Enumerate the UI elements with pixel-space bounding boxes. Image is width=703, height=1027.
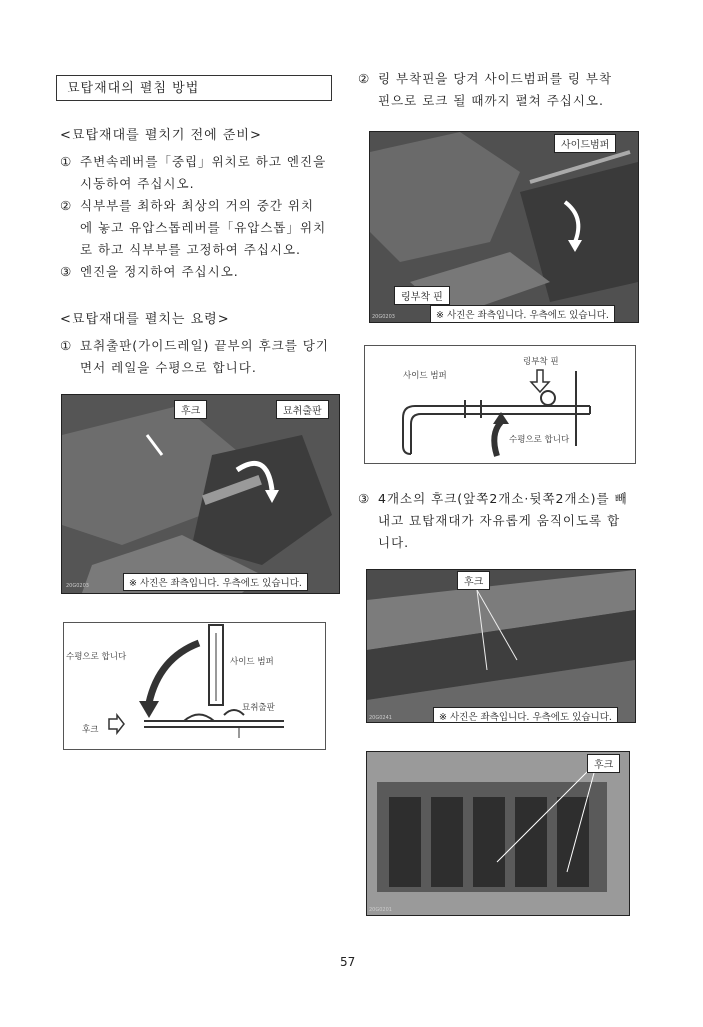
diagram2-level-label: 수평으로 합니다 xyxy=(509,435,570,445)
diagram1-hook-label: 후크 xyxy=(82,725,99,735)
photo3-caption: ※ 사진은 좌측입니다. 우측에도 있습니다. xyxy=(433,707,618,723)
diagram-side-bumper xyxy=(364,345,636,464)
prep-item-2: ② 식부부를 최하와 최상의 거의 중간 위치 에 놓고 유압스톱레버를「유압스톱」위치 로 하고 식부부를 고정하여 주십시오. xyxy=(60,198,327,257)
photo2-caption: ※ 사진은 좌측입니다. 우측에도 있습니다. xyxy=(430,305,615,323)
prep-heading: <묘탑재대를 펼치기 전에 준비> xyxy=(60,128,262,143)
diagram2-bumper-label: 사이드 범퍼 xyxy=(403,371,447,381)
pin-arrow-icon xyxy=(531,370,549,392)
photo-hook-illustration xyxy=(62,395,339,593)
page-number: 57 xyxy=(340,955,356,969)
photo1-code: 20G0203 xyxy=(66,583,89,589)
item3-text: ③ 4개소의 후크(앞쪽2개소·뒷쪽2개소)를 빼 내고 묘탑재대가 자유롭게 움직이도록 합 니다. xyxy=(358,491,628,550)
diagram2-drawing xyxy=(365,346,635,463)
photo-hook-left xyxy=(61,394,340,594)
photo1-caption: ※ 사진은 좌측입니다. 우측에도 있습니다. xyxy=(123,573,308,591)
method-list xyxy=(60,335,350,379)
photo-hooks-rear-illustration xyxy=(367,752,629,915)
diagram-hook-plate xyxy=(63,622,326,750)
photo1-plate-label: 묘취출판 xyxy=(276,400,329,419)
diagram1-drawing xyxy=(64,623,325,749)
photo-hooks-rear xyxy=(366,751,630,916)
photo4-code: 20G0201 xyxy=(369,907,392,913)
prep-item-3: ③ 엔진을 정지하여 주십시오. xyxy=(60,264,239,279)
photo-side-bumper xyxy=(369,131,639,323)
section-title: 묘탑재대의 펼침 방법 xyxy=(56,75,332,101)
diagram1-level-label: 수평으로 합니다 xyxy=(66,652,127,662)
prep-item-1: ① 주변속레버를「중립」위치로 하고 엔진을 시동하여 주십시오. xyxy=(60,154,327,191)
photo2-code: 20G0203 xyxy=(372,314,395,320)
method-item-1: ① 묘취출판(가이드레일) 끝부의 후크를 당기 면서 레일을 수평으로 합니다. xyxy=(60,338,329,375)
photo3-hook-label: 후크 xyxy=(457,571,490,590)
diagram1-bumper-label: 사이드 범퍼 xyxy=(230,657,274,667)
photo3-code: 20G0241 xyxy=(369,715,392,721)
photo2-bumper-label: 사이드범퍼 xyxy=(554,134,616,153)
prep-list xyxy=(60,151,350,283)
photo-hooks-front-illustration xyxy=(367,570,635,722)
diagram2-pin-label: 링부착 핀 xyxy=(523,357,559,367)
hook-arrow-icon xyxy=(109,715,124,733)
item2-text: ② 링 부착핀을 당겨 사이드범퍼를 링 부착 핀으로 로크 될 때까지 펼쳐 주십시오. xyxy=(358,71,613,108)
photo-hooks-front xyxy=(366,569,636,723)
diagram1-plate-label: 묘취출판 xyxy=(242,703,275,713)
photo1-hook-label: 후크 xyxy=(174,400,207,419)
method-heading: <묘탑재대를 펼치는 요령> xyxy=(60,312,230,327)
photo2-pin-label: 링부착 핀 xyxy=(394,286,450,305)
photo4-hook-label: 후크 xyxy=(587,754,620,773)
